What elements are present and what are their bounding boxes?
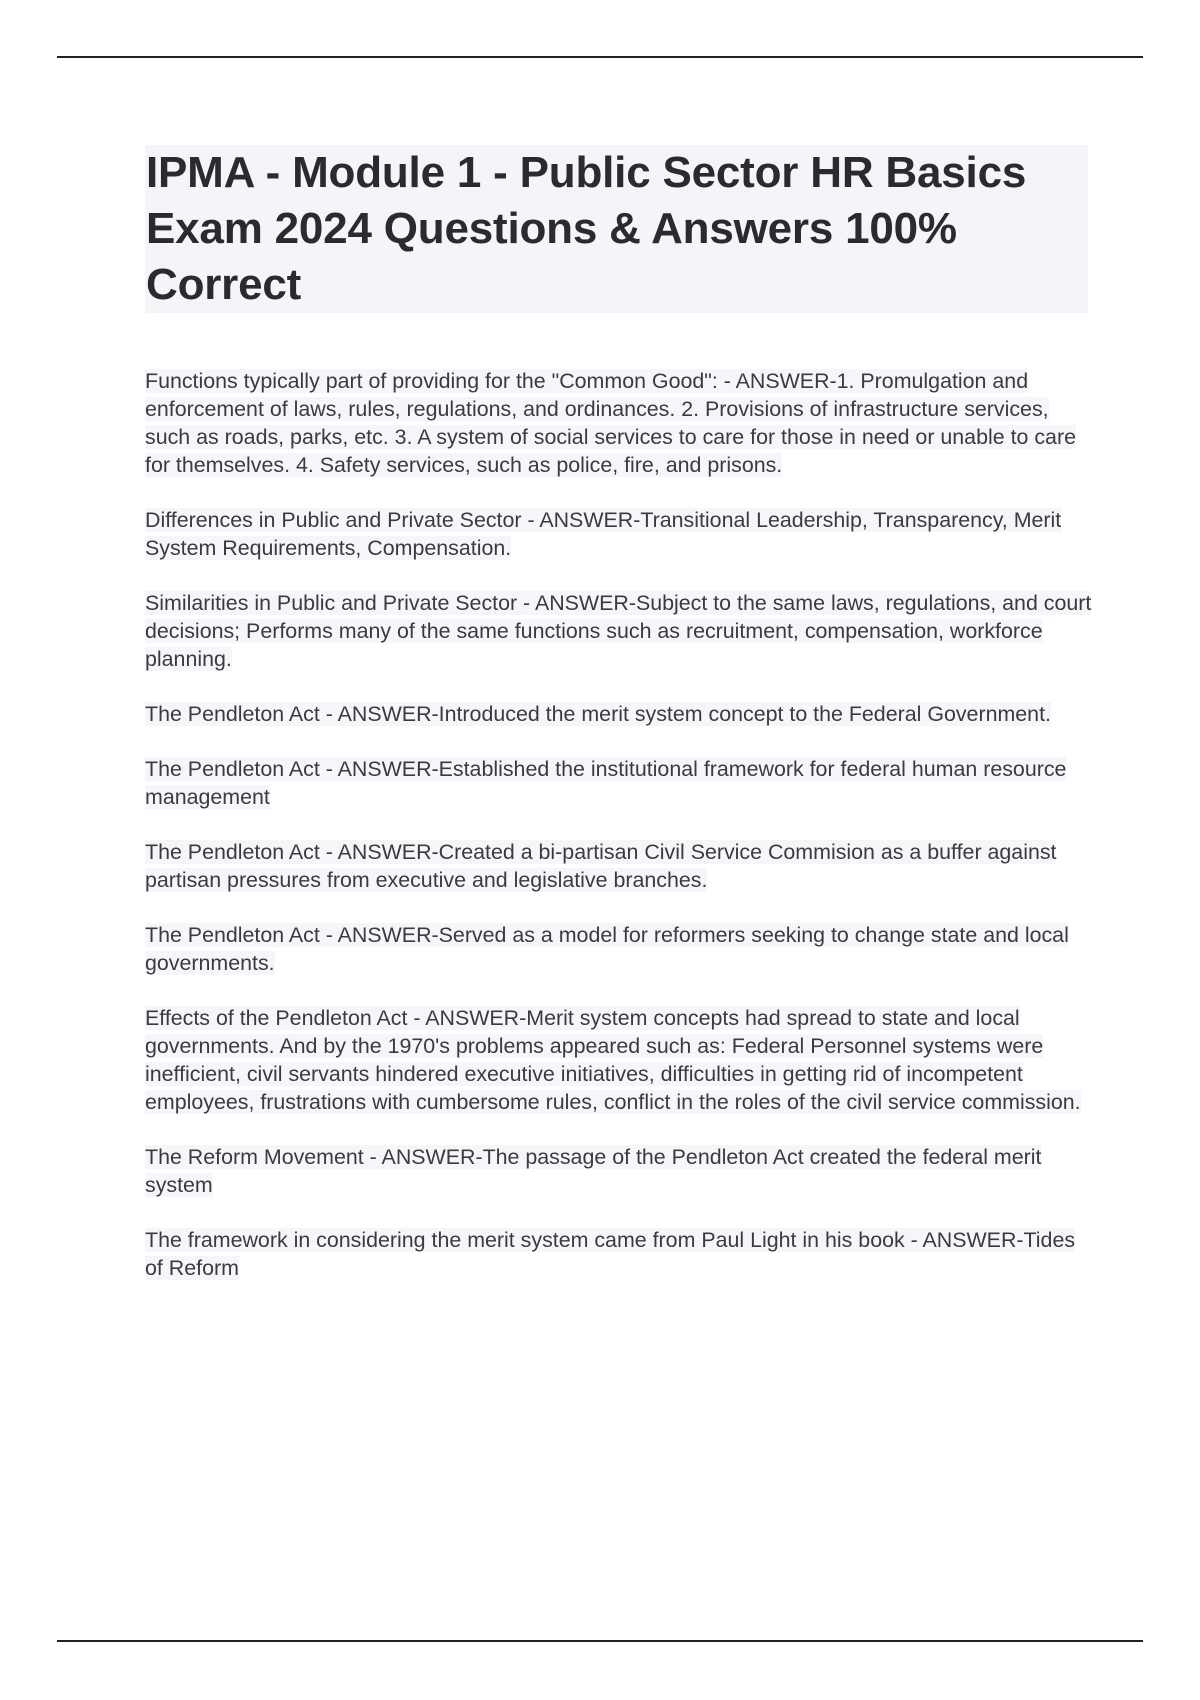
qa-item bbox=[145, 1004, 1095, 1116]
qa-item bbox=[145, 838, 1095, 894]
qa-text: The Pendleton Act - ANSWER-Established the institutional framework for federal human resource management bbox=[145, 757, 1067, 809]
top-divider bbox=[57, 56, 1143, 58]
title-block bbox=[145, 145, 1088, 313]
qa-text: The Reform Movement - ANSWER-The passage of the Pendleton Act created the federal merit system bbox=[145, 1145, 1042, 1197]
qa-text: Effects of the Pendleton Act - ANSWER-Merit system concepts had spread to state and local governments. And by the 1970's problems appeared such as: Federal Personnel systems were inefficient, civil servants hindered executive initiatives, difficulties in getting rid of incompetent employees, frustrations with cumbersome rules, conflict in the roles of the civil service commission. bbox=[145, 1006, 1081, 1114]
qa-text: The Pendleton Act - ANSWER-Served as a model for reformers seeking to change state and local governments. bbox=[145, 923, 1069, 975]
qa-item bbox=[145, 1226, 1095, 1282]
qa-item bbox=[145, 700, 1095, 728]
qa-item bbox=[145, 367, 1095, 479]
qa-item bbox=[145, 921, 1095, 977]
qa-text: The framework in considering the merit system came from Paul Light in his book - ANSWER-Tides of Reform bbox=[145, 1228, 1076, 1280]
qa-text: Similarities in Public and Private Sector - ANSWER-Subject to the same laws, regulations, and court decisions; Performs many of the same functions such as recruitment, compensation, workforce planning. bbox=[145, 591, 1092, 671]
qa-text: The Pendleton Act - ANSWER-Introduced the merit system concept to the Federal Government. bbox=[145, 702, 1051, 726]
qa-list bbox=[145, 367, 1095, 1309]
qa-text: Differences in Public and Private Sector - ANSWER-Transitional Leadership, Transparency, Merit System Requirements, Compensation. bbox=[145, 508, 1062, 560]
qa-item bbox=[145, 1143, 1095, 1199]
qa-text: Functions typically part of providing for the "Common Good": - ANSWER-1. Promulgation and enforcement of laws, rules, regulations, and ordinances. 2. Provisions of infrastructure services, such as roads, parks, etc. 3. A system of social services to care for those in need or unable to care for themselves. 4. Safety services, such as police, fire, and prisons. bbox=[145, 369, 1076, 477]
qa-item bbox=[145, 755, 1095, 811]
bottom-divider bbox=[57, 1640, 1143, 1642]
qa-item bbox=[145, 506, 1095, 562]
document-title: IPMA - Module 1 - Public Sector HR Basics Exam 2024 Questions & Answers 100% Correct bbox=[146, 148, 1027, 309]
qa-item bbox=[145, 589, 1095, 673]
qa-text: The Pendleton Act - ANSWER-Created a bi-partisan Civil Service Commision as a buffer against partisan pressures from executive and legislative branches. bbox=[145, 840, 1057, 892]
